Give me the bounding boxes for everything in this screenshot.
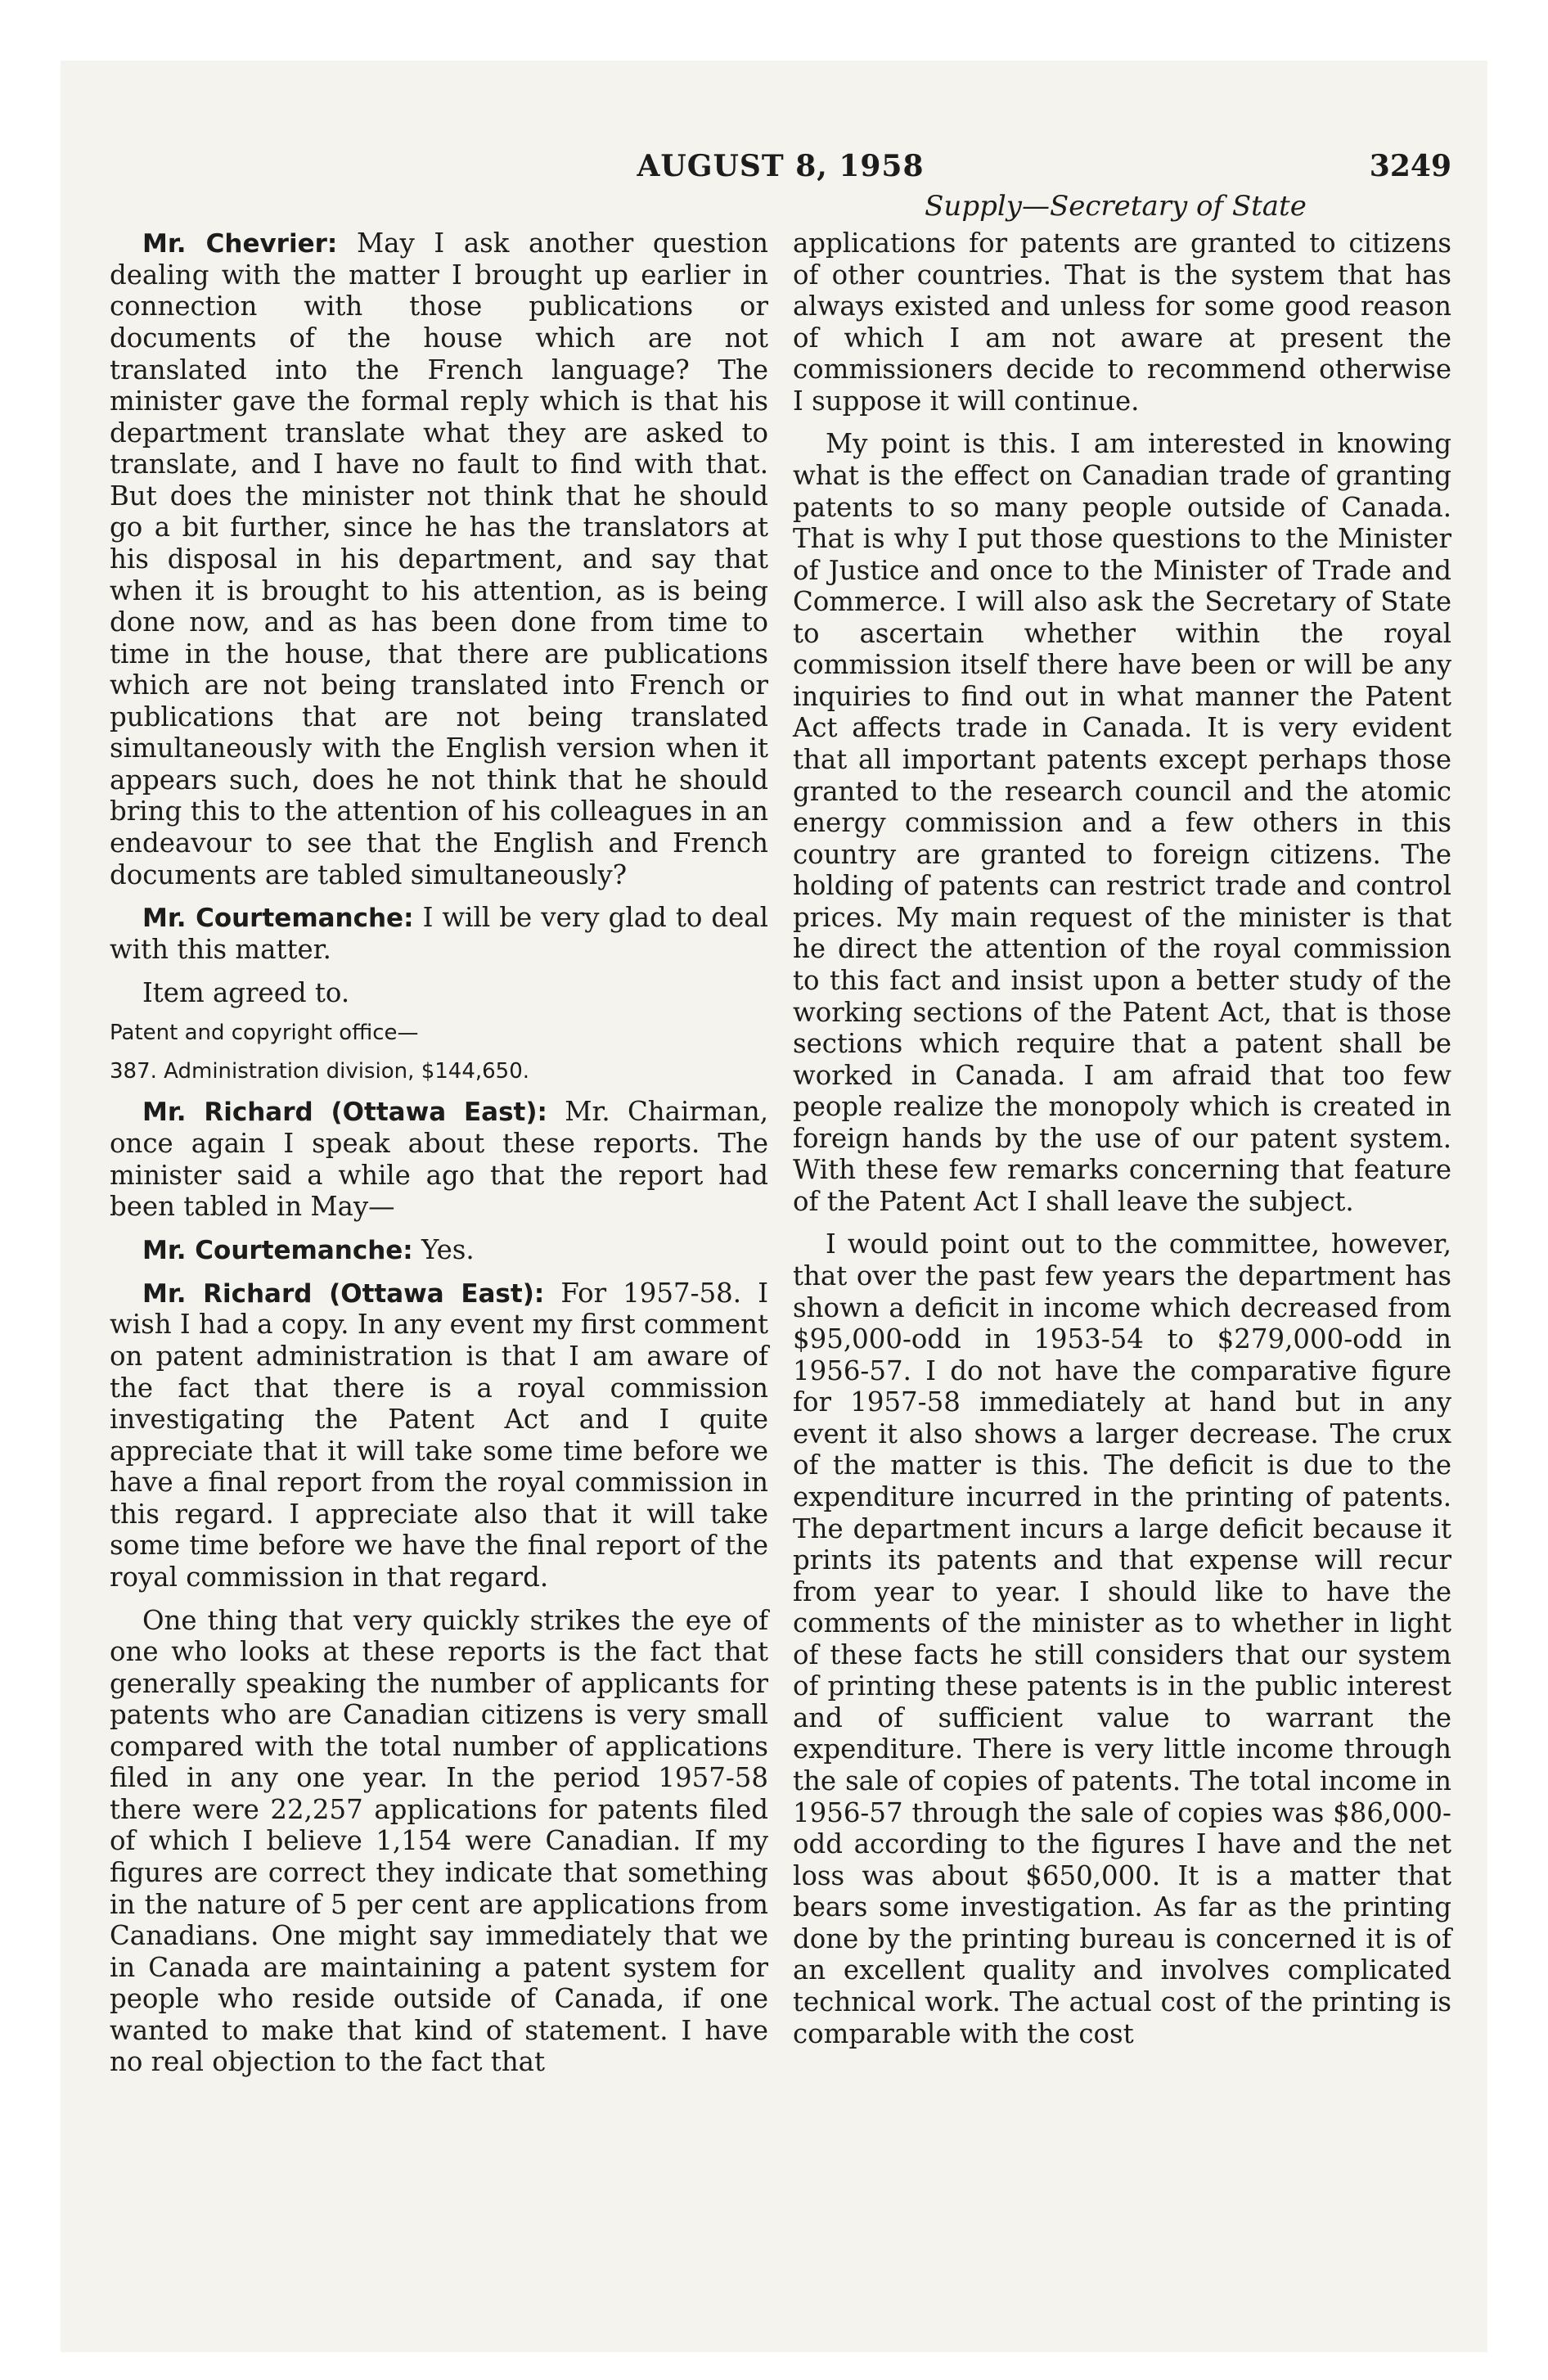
- speech-paragraph: [110, 902, 768, 965]
- speaker-name: Mr. Richard (Ottawa East):: [142, 1278, 545, 1309]
- speech-text: May I ask another question dealing with the matter I brought up earlier in connection with those publications or documents of the house which are not translated into the French language? The minister gave the formal reply which is that his department translate what they are asked to translate, and I have no fault to find with that. But does the minister not think that he should go a bit further, since he has the translators at his disposal in his department, and say that when it is brought to his attention, as is being done now, and as has been done from time to time in the house, that there are publications which are not being translated into French or publications that are not being translated simultaneously with the English version when it appears such, does he not think that he should bring this to the attention of his colleagues in an endeavour to see that the English and French documents are tabled simultaneously?: [110, 228, 768, 890]
- left-column: [110, 228, 768, 2089]
- item-vote: 387. Administration division, $144,650.: [110, 1058, 530, 1084]
- speaker-name: Mr. Courtemanche:: [142, 904, 414, 934]
- speech-text: For 1957-58. I wish I had a copy. In any event my first comment on patent administration is that I am aware of the fact that there is a royal commission investigating the Patent Act and I quite appreciate that it will take some time before we have a final report from the royal commission in this regard. I appreciate also that it will take some time before we have the final report of the royal commission in that regard.: [110, 1277, 769, 1593]
- running-subheading: Supply—Secretary of State: [925, 190, 1307, 223]
- continued-paragraph: applications for patents are granted to citizens of other countries. That is the system that has always existed and unless for some good reason of which I am not aware at present the commissioners decide to recommend otherwise I suppose it will continue.: [793, 228, 1451, 417]
- speech-text: Mr. Chairman, once again I speak about these reports. The minister said a while ago that the report had been tabled in May—: [110, 1096, 769, 1223]
- speech-paragraph: [110, 228, 768, 890]
- header-date: AUGUST 8, 1958: [637, 149, 925, 183]
- page-number: 3249: [1369, 149, 1451, 183]
- item-heading: Patent and copyright office—: [110, 1021, 419, 1046]
- paragraph: I would point out to the committee, however, that over the past few years the department has shown a deficit in income which decreased from $95,000-odd in 1953-54 to $279,000-odd in 1956-57. I do not have the comparative figure for 1957-58 immediately at hand but in any event it also shows a larger decrease. The crux of the matter is this. The deficit is due to the expenditure incurred in the printing of patents. The department incurs a large deficit because it prints its patents and that expense will recur from year to year. I should like to have the comments of the minister as to whether in light of these facts he still considers that our system of printing these patents is in the public interest and of sufficient value to warrant the expenditure. There is very little income through the sale of copies of patents. The total income in 1956-57 through the sale of copies was $86,000-odd according to the figures I have and the net loss was about $650,000. It is a matter that bears some investigation. As far as the printing done by the printing bureau is concerned it is of an excellent quality and involves complicated technical work. The actual cost of the printing is comparable with the cost: [793, 1228, 1451, 2049]
- paragraph: Item agreed to.: [142, 976, 350, 1008]
- paragraph: One thing that very quickly strikes the eye of one who looks at these reports is the fact that generally speaking the number of applicants for patents who are Canadian citizens is very small compared with the total number of applications filed in any one year. In the period 1957-58 there were 22,257 applications for patents filed of which I believe 1,154 were Canadian. If my figures are correct they indicate that something in the nature of 5 per cent are applications from Canadians. One might say immediately that we in Canada are maintaining a patent system for people who reside outside of Canada, if one wanted to make that kind of statement. I have no real objection to the fact that: [110, 1604, 768, 2078]
- speaker-name: Mr. Courtemanche:: [142, 1235, 413, 1265]
- speech-paragraph: [110, 1234, 768, 1266]
- speaker-name: Mr. Chevrier:: [142, 229, 338, 259]
- speech-paragraph: [110, 1278, 768, 1593]
- speech-text: I will be very glad to deal with this matter.: [110, 902, 768, 965]
- paragraph: My point is this. I am interested in knowing what is the effect on Canadian trade of granting patents to so many people outside of Canada. That is why I put those questions to the Minister of Justice and once to the Minister of Trade and Commerce. I will also ask the Secretary of State to ascertain whether within the royal commission itself there have been or will be any inquiries to find out in what manner the Patent Act affects trade in Canada. It is very evident that all important patents except perhaps those granted to the research council and the atomic energy commission and a few others in this country are granted to foreign citizens. The holding of patents can restrict trade and control prices. My main request of the minister is that he direct the attention of the royal commission to this fact and insist upon a better study of the working sections of the Patent Act, that is those sections which require that a patent shall be worked in Canada. I am afraid that too few people realize the monopoly which is created in foreign hands by the use of our patent system. With these few remarks concerning that feature of the Patent Act I shall leave the subject.: [793, 428, 1451, 1217]
- right-column: [793, 228, 1451, 2061]
- speech-text: Yes.: [421, 1233, 475, 1265]
- speech-paragraph: [110, 1096, 768, 1223]
- speaker-name: Mr. Richard (Ottawa East):: [142, 1098, 547, 1128]
